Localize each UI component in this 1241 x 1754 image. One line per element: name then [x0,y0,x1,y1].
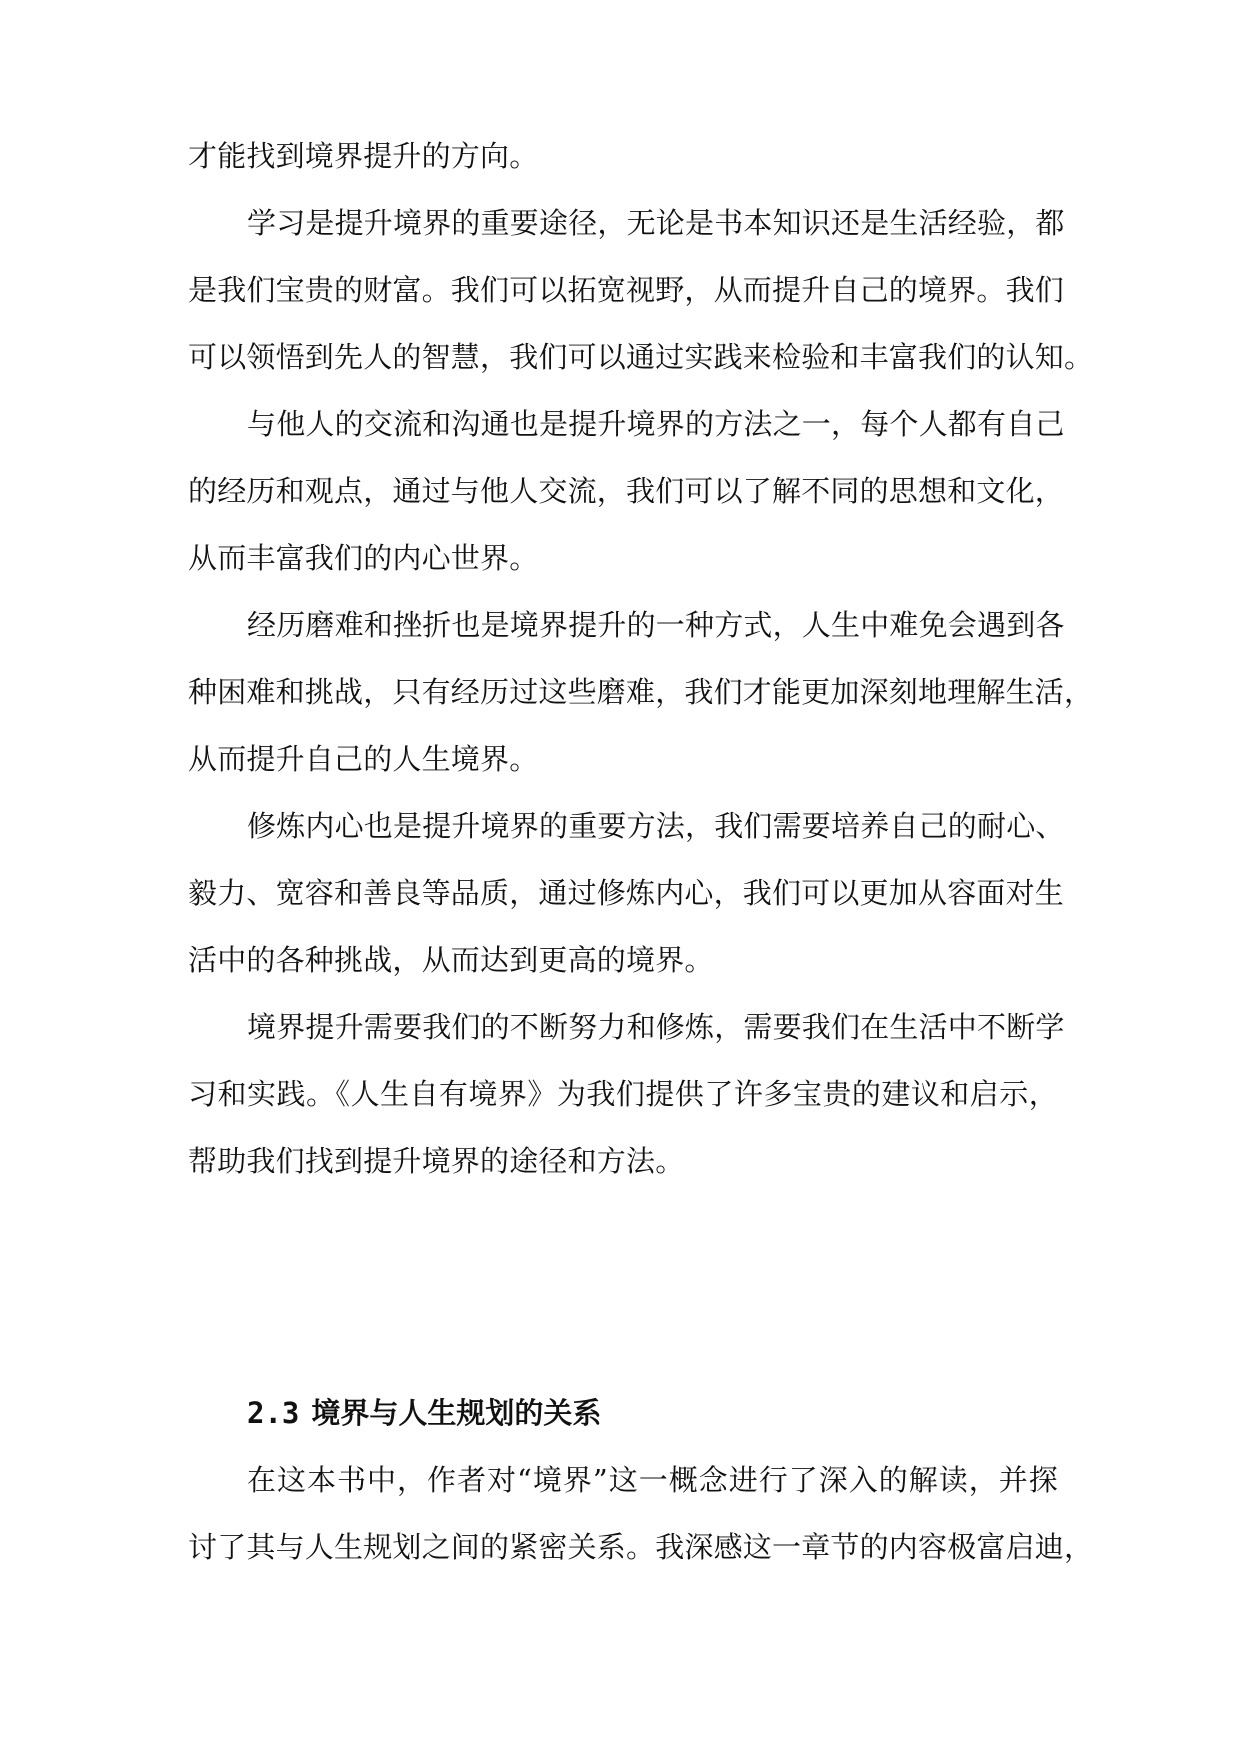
text-line: 从而提升自己的人生境界。 [188,742,539,776]
text-line: 的经历和观点，通过与他人交流，我们可以了解不同的思想和文化， [188,474,1065,508]
text-line: 从而丰富我们的内心世界。 [188,541,539,575]
text-line: 可以领悟到先人的智慧，我们可以通过实践来检验和丰富我们的认知。 [188,340,1094,374]
text-line: 才能找到境界提升的方向。 [188,139,539,173]
text-line: 种困难和挑战，只有经历过这些磨难，我们才能更加深刻地理解生活， [188,675,1094,709]
text-line: 在这本书中，作者对“境界”这一概念进行了深入的解读，并探 [247,1463,1058,1497]
text-line: 活中的各种挑战，从而达到更高的境界。 [188,943,714,977]
section-heading [247,1393,601,1433]
section-title: 境界与人生规划的关系 [311,1396,602,1430]
text-line: 习和实践。《人生自有境界》为我们提供了许多宝贵的建议和启示， [188,1077,1058,1111]
text-line: 毅力、宽容和善良等品质，通过修炼内心，我们可以更加从容面对生 [188,876,1065,910]
text-line: 讨了其与人生规划之间的紧密关系。我深感这一章节的内容极富启迪， [188,1530,1094,1564]
text-line: 帮助我们找到提升境界的途径和方法。 [188,1144,685,1178]
text-line: 与他人的交流和沟通也是提升境界的方法之一，每个人都有自己 [247,407,1065,441]
text-line: 学习是提升境界的重要途径，无论是书本知识还是生活经验，都 [247,206,1065,240]
text-line: 修炼内心也是提升境界的重要方法，我们需要培养自己的耐心、 [247,809,1065,843]
section-number: 2.3 [247,1396,300,1430]
text-line: 境界提升需要我们的不断努力和修炼，需要我们在生活中不断学 [247,1010,1065,1044]
text-line: 是我们宝贵的财富。我们可以拓宽视野，从而提升自己的境界。我们 [188,273,1065,307]
text-line: 经历磨难和挫折也是境界提升的一种方式，人生中难免会遇到各 [247,608,1065,642]
